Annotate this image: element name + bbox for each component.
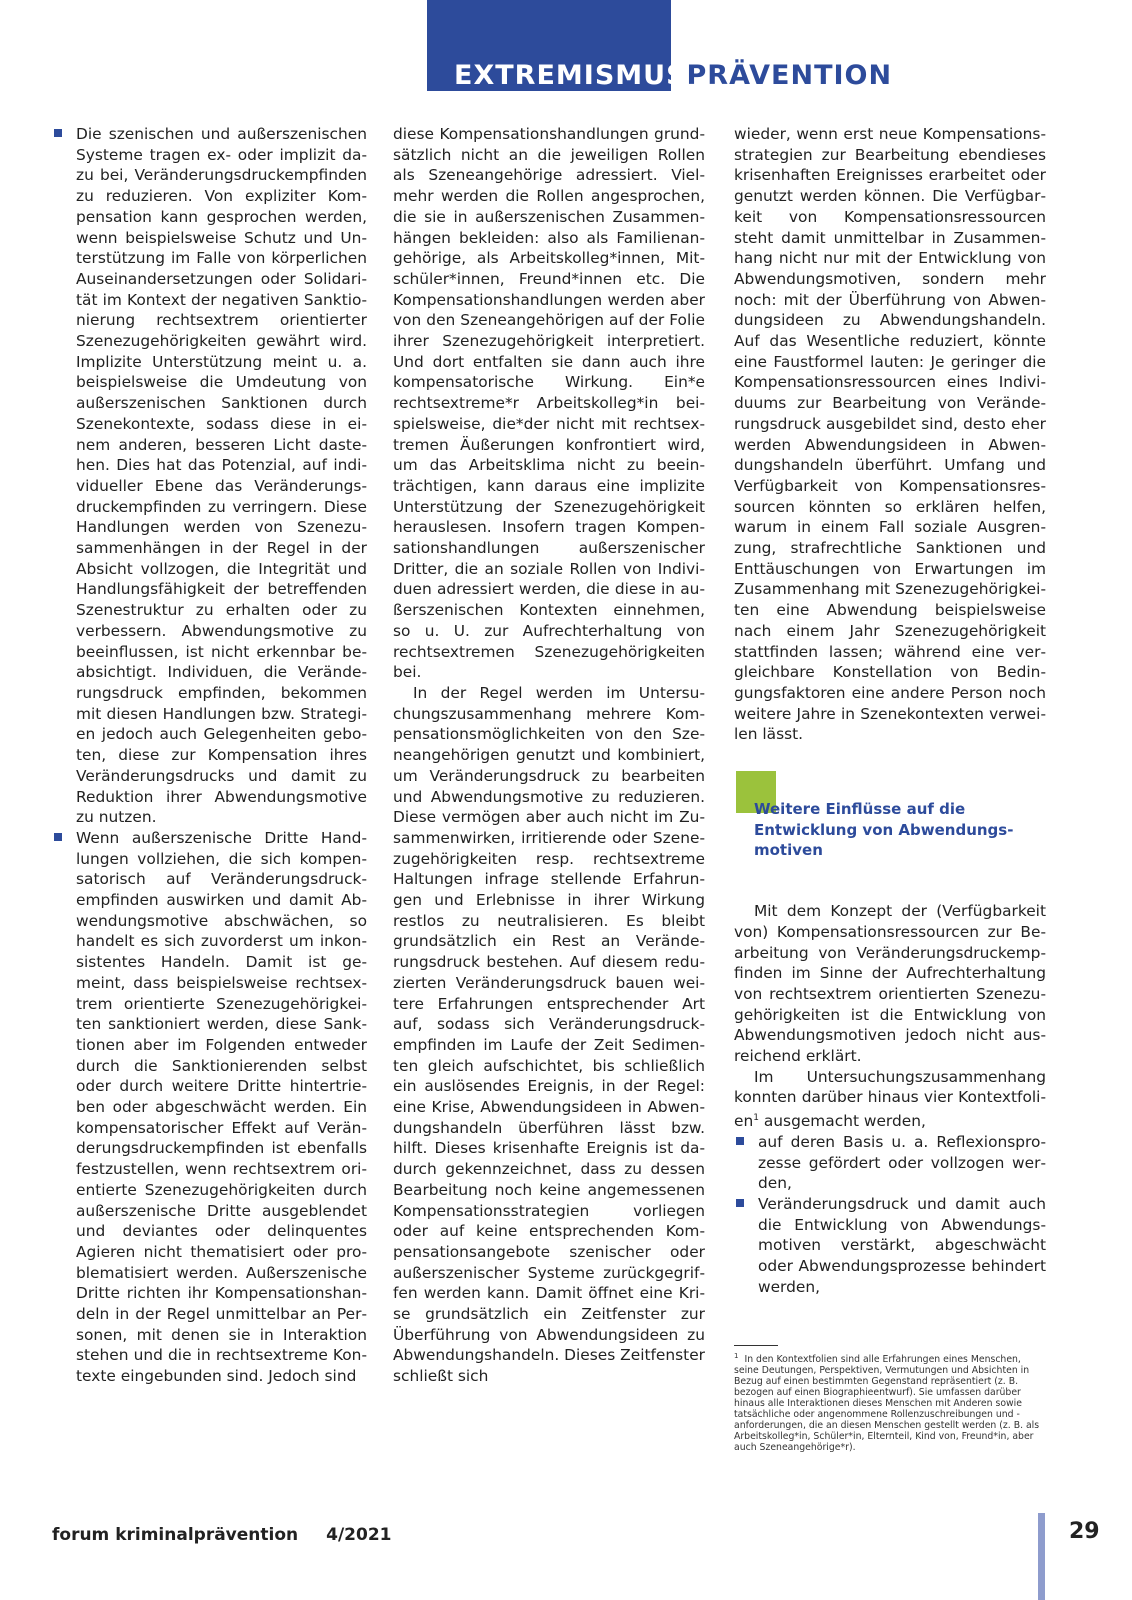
footnote-number: 1 <box>734 1352 739 1360</box>
list-item: Wenn außerszenische Dritte Handlungen vollziehen, die sich kompensatorisch auf Veränderungsdruckempfinden auswirken und damit Abwendungsmotive abschwächen, so handelt es sich zuvorderst um inkonsistentes Handeln. Damit ist gemeint, dass beispielsweise rechtsextrem orientierte Szenezugehörigkeiten sanktioniert werden, diese Sanktionen aber im Folgenden entweder durch die Sanktionierenden selbst oder durch weitere Dritte hintertrieben oder abgeschwächt werden. Ein kompensatorischer Effekt auf Veränderungsdruckempfinden ist ebenfalls festzustellen, wenn rechtsextrem orientierte Szenezugehörigkeiten durch außerszenische Dritte ausgeblendet und deviantes oder delinquentes Agieren nicht thematisiert oder problematisiert werden. Außerszenische Dritte richten ihr Kompensationshandeln in der Regel unmittelbar an Personen, mit denen sie in Interaktion stehen und die in rechtsextreme Kontexte eingebunden sind. Jedoch sind <box>52 828 367 1387</box>
journal-name: forum kriminalprävention <box>52 1525 299 1545</box>
paragraph: wieder, wenn erst neue Kompensationsstrategien zur Bearbeitung ebendieses krisenhaften Ereignisses erarbeitet oder genutzt werden können. Die Verfügbarkeit von Kompensationsressourcen steht damit unmittelbar in Zusammenhang nicht nur mit der Entwicklung von Abwendungsmotiven, sondern mehr noch: mit der Überführung von Abwendungsideen zu Abwendungshandeln. Auf das Wesentliche reduziert, könnte eine Faustformel lauten: Je geringer die Kompensationsressourcen eines Individuums zur Bearbeitung von Veränderungsdruck ausgebildet sind, desto eher werden Abwendungsideen in Abwendungshandeln überführt. Umfang und Verfügbarkeit von Kompensationsressourcen könnten so erklären helfen, warum in einem Fall soziale Ausgrenzung, strafrechtliche Sanktionen und Enttäuschungen von Erwartungen im Zusammenhang mit Szenezugehörigkeiten eine Abwendung beispielsweise nach einem Jahr Szenezugehörigkeit stattfinden lassen; während eine vergleichbare Konstellation von Bedingungsfaktoren eine andere Person noch weitere Jahre in Szenekontexten verweilen lässt. <box>734 125 1046 744</box>
square-bullet-icon <box>54 833 62 841</box>
square-bullet-icon <box>736 1137 744 1145</box>
column-3 <box>734 124 1046 1298</box>
column-2 <box>393 124 705 1387</box>
column-1 <box>52 124 367 1387</box>
bullet-list <box>734 1132 1046 1298</box>
footnote-reference[interactable]: 1 <box>753 1113 759 1124</box>
list-item: Veränderungsdruck und damit auch die Entwicklung von Abwendungsmotiven verstärkt, abgeschwächt oder Abwendungsprozesse behindert werden, <box>734 1194 1046 1298</box>
subheading-block <box>734 771 1046 863</box>
footnote-text: In den Kontextfolien sind alle Erfahrungen eines Menschen, seine Deutungen, Perspektiven, Vermutungen und Absichten in Bezug auf einen bestimmten Gegenstand repräsentiert (z. B. bezogen auf einen Biographieentwurf). Sie umfassen darüber hinaus alle Interaktionen dieses Menschen mit Anderen sowie tatsächliche oder angenommene Rollenzuschreibungen und -anforderungen, die an diesen Menschen gestellt werden (z. B. als Arbeitskolleg*in, Schüler*in, Elternteil, Kind von, Freund*in, aber auch Szeneangehörige*r). <box>734 1354 1040 1454</box>
footnote-divider <box>734 1345 778 1346</box>
issue-number: 4/2021 <box>326 1525 392 1545</box>
square-bullet-icon <box>736 1199 744 1207</box>
section-title-part2: PRÄVENTION <box>686 60 893 91</box>
paragraph: In der Regel werden im Untersuchungszusammenhang mehrere Kompensationsmöglichkeiten von den Szeneangehörigen genutzt und kombiniert, um Veränderungsdruck zu bearbeiten und Abwendungsmotive zu reduzieren. Diese vermögen aber auch nicht im Zusammenwirken, irritierende oder Szenezugehörigkeiten resp. rechtsextreme Haltungen infrage stellende Erfahrungen und Erlebnisse in ihrer Wirkung restlos zu neutralisieren. Es bleibt grundsätzlich ein Rest an Veränderungsdruck bestehen. Auf diesem reduzierten Veränderungsdruck bauen weitere Erfahrungen entsprechender Art auf, sodass sich Veränderungsdruckempfinden im Laufe der Zeit Sedimenten gleich aufschichtet, bis schließlich ein auslösendes Ereignis, in der Regel: eine Krise, Abwendungsideen in Abwendungshandeln überführen lässt bzw. hilft. Dieses krisenhafte Ereignis ist dadurch gekennzeichnet, dass zu dessen Bearbeitung noch keine angemessenen Kompensationsstrategien vorliegen oder auf keine entsprechenden Kompensationsangebote szenischer oder außerszenischer Systeme zurückgegriffen werden kann. Damit öffnet eine Krise grundsätzlich ein Zeitfenster zur Überführung von Abwendungsideen zu Abwendungshandeln. Dieses Zeitfenster schließt sich <box>393 683 705 1386</box>
footnote <box>734 1351 1044 1453</box>
bullet-list <box>52 124 367 1387</box>
paragraph: Im Untersuchungszusammenhang konnten darüber hinaus vier Kontextfolien$^1$ ausgemacht werden, <box>734 1067 1046 1131</box>
list-item: auf deren Basis u. a. Reflexionsprozesse gefördert oder vollzogen werden, <box>734 1132 1046 1194</box>
list-item: Die szenischen und außerszenischen Systeme tragen ex- oder implizit dazu bei, Veränderungsdruckempfinden zu reduzieren. Von expliziter Kompensation kann gesprochen werden, wenn beispielsweise Schutz und Unterstützung im Falle von körperlichen Auseinandersetzungen oder Solidarität im Kontext der negativen Sanktionierung rechtsextrem orientierter Szenezugehörigkeiten gewährt wird. Implizite Unterstützung meint u. a. beispielsweise die Umdeutung von außerszenischen Sanktionen durch Szenekontexte, sodass diese in einem anderen, besseren Licht dastehen. Dies hat das Potenzial, auf individueller Ebene das Veränderungsdruckempfinden zu verringern. Diese Handlungen werden von Szenezusammenhängen in der Regel in der Absicht vollzogen, die Integrität und Handlungsfähigkeit der betreffenden Szenestruktur zu erhalten oder zu verbessern. Abwendungsmotive zu beeinflussen, ist nicht erkennbar beabsichtigt. Individuen, die Veränderungsdruck empfinden, bekommen mit diesen Handlungen bzw. Strategien jedoch auch Gelegenheiten geboten, diese zur Kompensation ihres Veränderungsdrucks und damit zu Reduktion ihrer Abwendungsmotive zu nutzen. <box>52 124 367 828</box>
paragraph: diese Kompensationshandlungen grundsätzlich nicht an die jeweiligen Rollen als Szeneangehörige adressiert. Vielmehr werden die Rollen angesprochen, die sie in außerszenischen Zusammenhängen bekleiden: also als Familienangehörige, als Arbeitskolleg*innen, Mitschüler*innen, Freund*innen etc. Die Kompensationshandlungen werden aber von den Szeneangehörigen auf der Folie ihrer Szenezugehörigkeit interpretiert. Und dort entfalten sie dann auch ihre kompensatorische Wirkung. Ein*e rechtsextreme*r Arbeitskolleg*in beispielsweise, die*der nicht mit rechtsextremen Äußerungen konfrontiert wird, um das Arbeitsklima nicht zu beeinträchtigen, kann daraus eine implizite Unterstützung der Szenezugehörigkeit herauslesen. Insofern tragen Kompensationshandlungen außerszenischer Dritter, die an soziale Rollen von Individuen adressiert werden, die diese in außerszenischen Kontexten einnehmen, so u. U. zur Aufrechterhaltung von rechtsextremen Szenezugehörigkeiten bei. <box>393 125 705 682</box>
section-title-part1: EXTREMISMUS <box>454 60 687 91</box>
footer <box>52 1525 392 1545</box>
subheading: Weitere Einflüsse auf die Entwicklung von Abwendungsmotiven <box>754 800 1014 860</box>
page-edge-bar <box>1038 1513 1045 1600</box>
paragraph: Mit dem Konzept der (Verfügbarkeit von) Kompensationsressourcen zur Bearbeitung von Veränderungsdruckempfinden im Sinne der Aufrechterhaltung von rechtsextrem orientierten Szenezugehörigkeiten ist die Entwicklung von Abwendungsmotiven jedoch nicht ausreichend erklärt. <box>734 902 1046 1066</box>
square-bullet-icon <box>54 129 62 137</box>
section-title <box>454 60 892 91</box>
page-number: 29 <box>1069 1519 1100 1544</box>
